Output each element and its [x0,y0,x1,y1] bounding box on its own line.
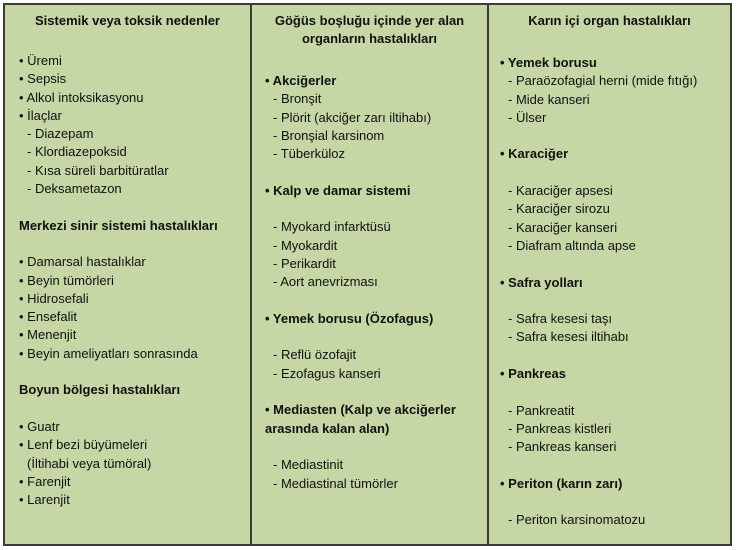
section-title-esophagus: • Yemek borusu (Özofagus) [265,310,434,326]
list-subitem: - Diafram altında apse [508,237,636,253]
list-subitem: (İltihabi veya tümöral) [27,455,152,471]
column-content-thoracic [265,72,487,493]
list-item: • Hidrosefali [19,290,89,306]
list-subitem: - Paraözofagial herni (mide fıtığı) [508,73,698,89]
section-title-heart: • Kalp ve damar sistemi [265,182,411,198]
section-title-mediastinum: • Mediasten (Kalp ve akciğerler [265,402,456,418]
list-item: • Lenf bezi büyümeleri [19,437,148,453]
list-subitem: - Deksametazon [27,181,122,197]
list-item: • Damarsal hastalıklar [19,254,146,270]
list-subitem: - Diazepam [27,126,94,142]
list-subitem: - Myokardit [273,237,338,253]
list-item: • Menenjit [19,327,77,343]
list-item: • Guatr [19,418,60,434]
column-content-abdominal [500,54,730,530]
list-subitem: - Ezofagus kanseri [273,365,381,381]
list-subitem: - Periton karsinomatozu [508,512,646,528]
column-header-systemic: Sistemik veya toksik nedenler [35,13,220,28]
list-subitem: - Bronşial karsinom [273,127,385,143]
column-header-line: organların hastalıkları [301,31,438,46]
column-header-line: Göğüs boşluğu içinde yer alan [274,13,465,28]
column-header-thoracic [252,5,487,53]
section-title-peritoneum: • Periton (karın zarı) [500,475,623,491]
list-item: • Alkol intoksikasyonu [19,89,144,105]
column-systemic [5,5,250,544]
section-title-neck: Boyun bölgesi hastalıkları [19,382,181,398]
section-title-cns: Merkezi sinir sistemi hastalıkları [19,217,218,233]
list-item: • Sepsis [19,71,67,87]
list-subitem: - Pankreas kistleri [508,420,612,436]
section-title-esophagus: • Yemek borusu [500,55,597,70]
section-title-mediastinum-cont: arasında kalan alan) [265,420,390,436]
list-subitem: - Pankreatit [508,402,575,418]
list-subitem: - Kısa süreli barbitüratlar [27,162,169,178]
section-title-lungs: • Akciğerler [265,73,337,88]
list-subitem: - Plörit (akciğer zarı iltihabı) [273,109,432,125]
list-subitem: - Karaciğer apsesi [508,183,613,199]
list-item: • Farenjit [19,473,71,489]
list-subitem: - Safra kesesi taşı [508,311,613,327]
list-subitem: - Myokard infarktüsü [273,219,391,235]
list-item: • Larenjit [19,492,70,508]
section-title-bile-ducts: • Safra yolları [500,274,583,290]
list-subitem: - Mediastinit [273,457,344,473]
list-subitem: - Bronşit [273,91,322,107]
list-item: • Üremi [19,53,62,68]
list-subitem: - Pankreas kanseri [508,439,617,455]
list-subitem: - Mediastinal tümörler [273,475,398,491]
list-item: • Beyin ameliyatları sonrasında [19,345,198,361]
list-subitem: - Klordiazepoksid [27,144,127,160]
list-subitem: - Safra kesesi iltihabı [508,329,629,345]
list-item: • Beyin tümörleri [19,272,114,288]
list-subitem: - Karaciğer sirozu [508,201,610,217]
list-item: • İlaçlar [19,107,62,123]
list-subitem: - Aort anevrizması [273,274,378,290]
disease-table [3,3,732,546]
list-subitem: - Ülser [508,109,547,125]
column-header-abdominal: Karın içi organ hastalıkları [528,13,691,28]
list-item: • Ensefalit [19,309,78,325]
list-subitem: - Reflü özofajit [273,347,357,363]
list-subitem: - Perikardit [273,255,336,271]
list-subitem: - Tüberküloz [273,146,346,162]
column-abdominal [487,5,730,544]
column-content-systemic [19,52,250,509]
section-title-liver: • Karaciğer [500,146,569,162]
column-thoracic [250,5,487,544]
list-subitem: - Karaciğer kanseri [508,219,618,235]
section-title-pancreas: • Pankreas [500,366,566,382]
list-subitem: - Mide kanseri [508,91,590,107]
